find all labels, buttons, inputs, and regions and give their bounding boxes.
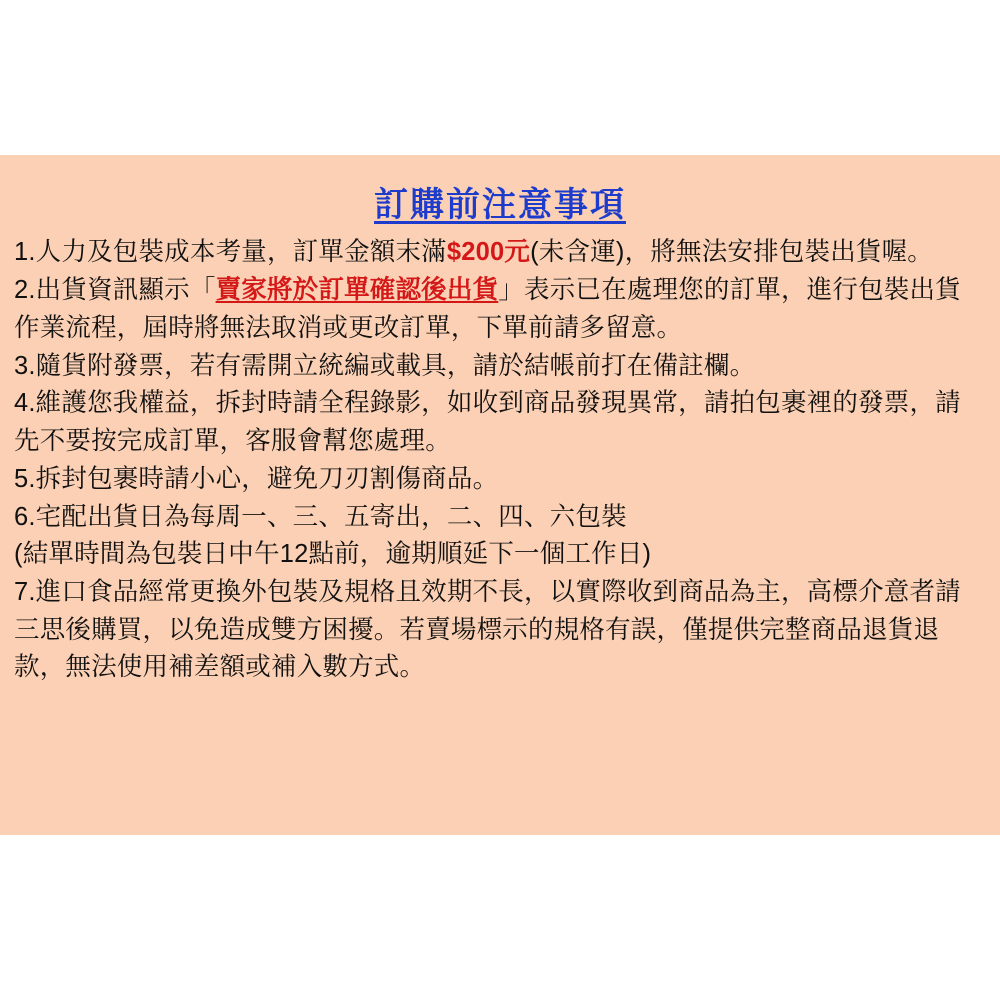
notice-text: 5.拆封包裹時請小心，避免刀刃割傷商品。 xyxy=(14,464,499,493)
notice-text: 6.宅配出貨日為每周一、三、五寄出，二、四、六包裝 xyxy=(14,502,627,531)
notice-panel xyxy=(0,155,1000,835)
notice-line xyxy=(14,461,986,499)
notice-line xyxy=(14,499,986,537)
notice-line xyxy=(14,423,986,461)
notice-text: 先不要按完成訂單，客服會幫您處理。 xyxy=(14,427,451,456)
notice-text: 2.出貨資訊顯示「 xyxy=(14,276,216,305)
notice-text: 7.進口食品經常更換外包裝及規格且效期不長，以實際收到商品為主，高標介意者請 xyxy=(14,578,961,606)
notice-text: 作業流程，屆時將無法取消或更改訂單，下單前請多留意。 xyxy=(14,313,683,342)
notice-text: 4.維護您我權益，拆封時請全程錄影，如收到商品發現異常，請拍包裹裡的發票，請 xyxy=(14,389,961,418)
notice-text: 3.隨貨附發票，若有需開立統編或載具，請於結帳前打在備註欄。 xyxy=(14,351,756,380)
notice-text: 款，無法使用補差額或補入數方式。 xyxy=(14,653,426,682)
notice-text: (未含運)，將無法安排包裝出貨喔。 xyxy=(530,238,933,267)
notice-line xyxy=(14,612,986,650)
notice-line xyxy=(14,385,986,423)
notice-line xyxy=(14,310,986,348)
notice-line xyxy=(14,272,986,310)
notice-highlight: $200元 xyxy=(446,238,531,267)
notice-text: 1.人力及包裝成本考量，訂單金額末滿 xyxy=(14,238,447,267)
notice-highlight: 賣家將於訂單確認後出貨 xyxy=(215,276,499,305)
page-title: 訂購前注意事項 xyxy=(374,186,626,224)
notice-line xyxy=(14,348,986,386)
notice-line xyxy=(14,234,986,272)
notice-list xyxy=(14,234,986,687)
notice-line xyxy=(14,649,986,687)
notice-text: (結單時間為包裝日中午12點前，逾期順延下一個工作日) xyxy=(14,540,652,569)
notice-text: 」表示已在處理您的訂單，進行包裝出貨 xyxy=(498,276,961,305)
notice-line xyxy=(14,574,986,612)
notice-text: 三思後購買，以免造成雙方困擾。若賣場標示的規格有誤，僅提供完整商品退貨退 xyxy=(14,615,940,644)
notice-line xyxy=(14,536,986,574)
